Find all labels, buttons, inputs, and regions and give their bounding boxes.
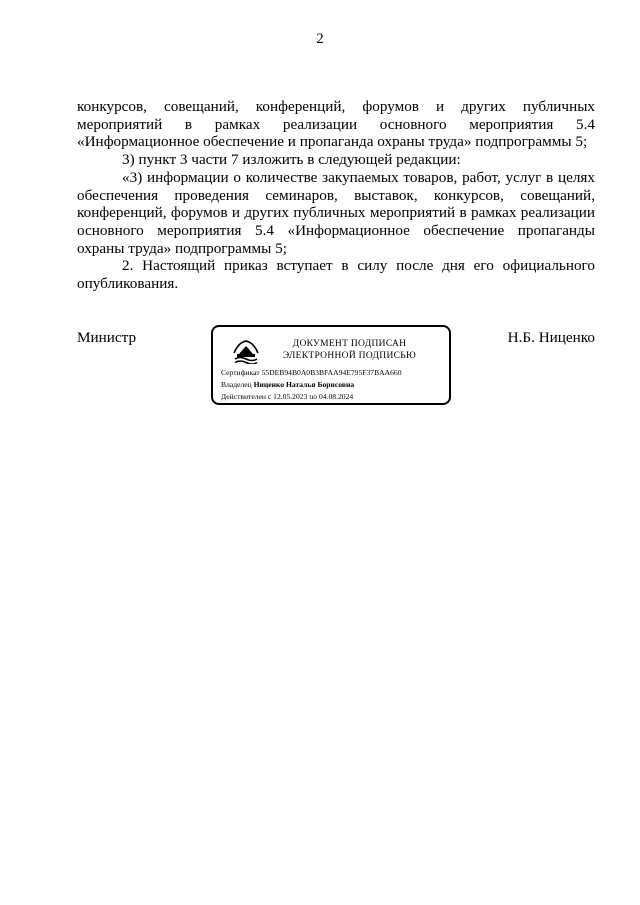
electronic-signature-stamp — [211, 325, 451, 405]
certificate-label: Сертификат — [221, 368, 260, 377]
stamp-owner-line — [221, 380, 354, 390]
signer-name: Н.Б. Ниценко — [507, 329, 595, 346]
valid-to: 04.08.2024 — [319, 392, 354, 401]
signer-title: Министр — [77, 329, 137, 346]
valid-to-label: по — [309, 392, 318, 401]
stamp-header — [277, 338, 422, 362]
stamp-validity-line — [221, 392, 353, 402]
certificate-value: 55DEB94B0A0B3BFAA94E795F37BAA660 — [261, 368, 402, 377]
stamp-certificate-line — [221, 368, 402, 378]
page-number: 2 — [316, 31, 324, 47]
valid-from: 12.05.2023 — [273, 392, 308, 401]
paragraph-2: 3) пункт 3 части 7 изложить в следующей редакции: — [122, 151, 461, 169]
valid-label: Действителен — [221, 392, 266, 401]
owner-label: Владелец — [221, 380, 252, 389]
stamp-header-line-2: ЭЛЕКТРОННОЙ ПОДПИСЬЮ — [282, 351, 417, 361]
owner-value: Ниценко Наталья Борисовна — [253, 380, 355, 389]
coat-of-arms-icon — [231, 338, 261, 364]
valid-from-label: с — [267, 392, 272, 401]
document-body — [77, 98, 595, 293]
paragraph-4: 2. Настоящий приказ вступает в силу после дня его официального опубликования. — [77, 257, 595, 293]
paragraph-1: конкурсов, совещаний, конференций, форумов и других публичных мероприятий в рамках реализации основного мероприятия 5.4 «Информационное обеспечение и пропаганда охраны труда» подпрограммы 5; — [77, 98, 595, 151]
paragraph-3: «3) информации о количестве закупаемых товаров, работ, услуг в целях обеспечения проведения семинаров, выставок, конкурсов, совещаний, конференций, форумов и других публичных мероприятий в рамках реализации основного мероприятия 5.4 «Информационное обеспечение пропаганды охраны труда» подпрограммы 5; — [77, 168, 595, 257]
stamp-header-line-1: ДОКУМЕНТ ПОДПИСАН — [292, 339, 407, 349]
